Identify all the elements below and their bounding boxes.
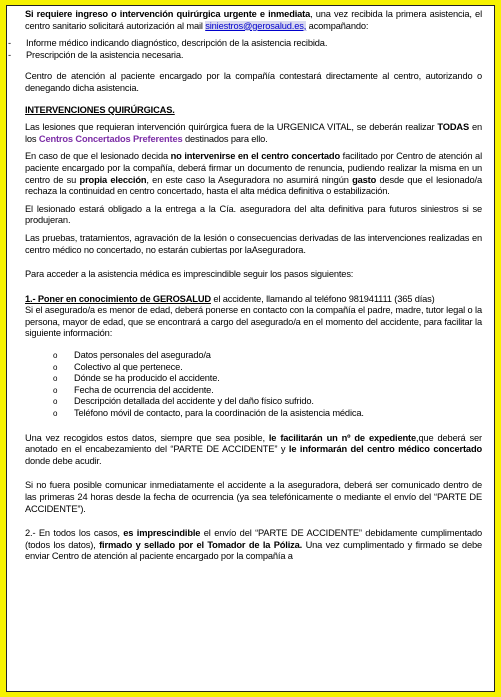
paragraph-24-hours: Si no fuera posible comunicar inmediatamente el accidente a la aseguradora, deberá ser comunicado dentro de las primeras 24 horas desde la fecha de ocurrencia (ya sea telefónicamente o mediante el envío del “PARTE DE ACCIDENTE”). [25,480,482,514]
list-item: o Datos personales del asegurado/a [53,350,211,361]
email-link[interactable]: siniestros@gerosalud.es, [205,20,307,31]
list-item: o Descripción detallada del accidente y del daño físico sufrido. [53,396,314,407]
paragraph-not-covered: Las pruebas, tratamientos, agravación de la lesión o consecuencias derivadas de las intervenciones realizadas en centro médico no concertado, no estarán cubiertas por laAseguradora. [25,232,482,255]
paragraph-renunciation: En caso de que el lesionado decida no intervenirse en el centro concertado facilitado por Centro de atención al paciente encargado por la compañía, deberá firmar un documento de renuncia, pudiendo realizar la misma en un centro de su propia elección, en este caso la Aseguradora no asumirá ningún gasto desde que el lesionado/a rechaza la continuidad en centro concertado, hasta el alta médica definitiva o estabilización. [25,151,482,197]
bold-text: Si requiere ingreso o intervención quirúrgica urgente e inmediata [25,9,311,19]
list-item: - Informe médico indicando diagnóstico, descripción de la asistencia recibida. [8,38,328,49]
paragraph-surgery-request: Si requiere ingreso o intervención quirúrgica urgente e inmediata, una vez recibida la primera asistencia, el centro sanitario solicitará autorización al mail siniestros@gerosalud.es, acompañando: [25,9,482,31]
paragraph-expedient: Una vez recogidos estos datos, siempre que sea posible, le facilitarán un nº de expediente,que deberá ser anotado en el encabezamiento del “PARTE DE ACCIDENTE” y le informarán del centro médico concertado donde debe acudir. [25,432,483,466]
paragraph-discharge: El lesionado estará obligado a la entrega a la Cía. aseguradora del alta definitiva para futuros siniestros si se produjeran. [25,203,482,226]
list-item: o Colectivo al que pertenece. [53,361,183,372]
list-item: - Prescripción de la asistencia necesaria. [8,49,184,60]
paragraph-authorization: Centro de atención al paciente encargado por la compañía contestará directamente al centro, autorizando o denegando dicha asistencia. [25,71,482,93]
list-item: o Fecha de ocurrencia del accidente. [53,384,214,395]
paragraph-concerted-centers: Las lesiones que requieran intervención quirúrgica fuera de la URGENICA VITAL, se deberán realizar TODAS en los Centros Concertados Preferentes destinados para ello. [25,122,482,144]
paragraph-steps-intro: Para acceder a la asistencia médica es imprescindible seguir los pasos siguientes: [25,269,354,280]
list-item: o Teléfono móvil de contacto, para la coordinación de la asistencia médica. [53,408,364,419]
section-heading: INTERVENCIONES QUIRÚRGICAS. [25,104,175,115]
document-page [6,5,495,692]
list-item: o Dónde se ha producido el accidente. [53,373,220,384]
paragraph-step-1: 1.- Poner en conocimiento de GEROSALUD el accidente, llamando al teléfono 981941111 (365 días) Si el asegurado/a es menor de edad, deberá ponerse en contacto con la compañía el padre, madre, tutor legal o la persona, mayor de edad, que se encontrará a cargo del asegurado/a en el momento del accidente, para facilitar la siguiente información: [25,293,482,339]
paragraph-step-2: 2.- En todos los casos, es imprescindible el envío del “PARTE DE ACCIDENTE” debidamente cumplimentado (todos los datos), firmado y sellado por el Tomador de la Póliza. Una vez cumplimentado y firmado se debe enviar Centro de atención al paciente encargado por la compañía a [25,528,483,562]
